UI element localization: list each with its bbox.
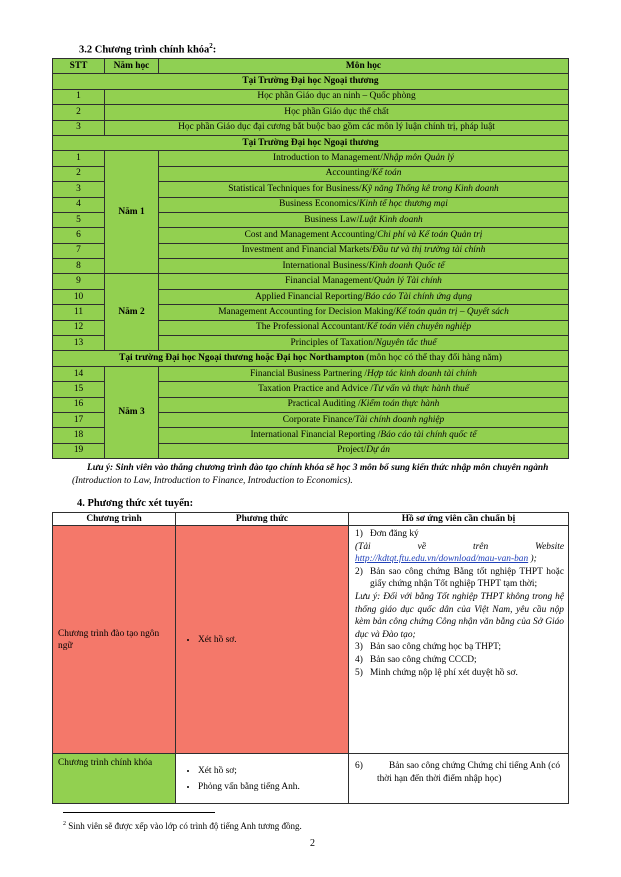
table-header-row (53, 59, 569, 74)
table-row: 12 The Professional Accountant/Kế toán viên chuyên nghiệp (53, 320, 569, 335)
table-row: 8 International Business/Kinh doanh Quốc tế (53, 259, 569, 274)
table-row (53, 754, 569, 804)
curriculum-note: Lưu ý: Sinh viên vào thẳng chương trình đào tạo chính khóa sẽ học 3 môn bổ sung kiến thức nhập môn chuyên ngành (Introduction to Law, Introduction to Finance, Introduction to Economics). (72, 463, 549, 486)
table-row: 3 Học phần Giáo dục đại cương bắt buộc bao gồm các môn lý luận chính trị, pháp luật (53, 120, 569, 135)
documents-main: 6) Bản sao công chứng Chứng chỉ tiếng Anh (có thời hạn đến thời điểm nhập học) (349, 754, 569, 804)
table-row: 10 Applied Financial Reporting/Báo cáo Tài chính ứng dụng (53, 289, 569, 304)
footnote-ref: 2 (209, 42, 213, 50)
section-3-2-title: 3.2 Chương trình chính khóa$^2$: (79, 42, 217, 56)
header-documents: Hồ sơ ứng viên cần chuẩn bị (349, 513, 569, 526)
table-row: 7 Investment and Financial Markets/Đầu tư và thị trường tài chính (53, 243, 569, 258)
header-year: Năm học (105, 59, 159, 74)
table-row: 16 Practical Auditing /Kiểm toán thực hành (53, 397, 569, 412)
table-row: 14 Năm 3 Financial Business Partnering /Hợp tác kinh doanh tài chính (53, 366, 569, 381)
footnote: $^2$ Sinh viên sẽ được xếp vào lớp có trình độ tiếng Anh tương đồng. (63, 821, 302, 831)
method-main (176, 754, 349, 804)
curriculum-table (52, 58, 569, 459)
method-item: • Xét hồ sơ; (198, 766, 340, 776)
table-row: 13 Principles of Taxation/Nguyên tắc thuế (53, 336, 569, 351)
table-row (53, 526, 569, 754)
program-main: Chương trình chính khóa (53, 754, 176, 804)
table-row: 6 Cost and Management Accounting/Chi phí và Kế toán Quản trị (53, 228, 569, 243)
table-row: 1 Học phần Giáo dục an ninh – Quốc phòng (53, 89, 569, 104)
table-row: 2 Học phần Giáo dục thể chất (53, 105, 569, 120)
documents-language: 1) Đơn đăng ký (Tải về trên Website http://kdtqt.ftu.edu.vn/download/mau-van-ban ); 2) Bản sao công chứng Bằng tốt nghiệp THPT hoặc giấy chứng nhận Tốt nghiệp THPT tạm thời; Lưu ý: Đối với bằng Tốt nghiệp THPT không trong hệ thống giáo dục quốc dân của Việt Nam, yêu cầu nộp kèm bản công chứng Công nhận văn bằng của Sở Giáo dục và Đào tạo; 3) Bản sao công chứng học bạ THPT; 4) Bản sao công chứng CCCD; 5) Minh chứng nộp lệ phí xét duyệt hồ sơ. (349, 526, 569, 754)
table-header-row (53, 513, 569, 526)
table-row: 5 Business Law/Luật Kinh doanh (53, 212, 569, 227)
method-language (176, 526, 349, 754)
admission-table (52, 512, 569, 804)
group-heading-2: Tại Trường Đại học Ngoại thương (53, 135, 569, 150)
table-row: 15 Taxation Practice and Advice /Tư vấn và thực hành thuế (53, 382, 569, 397)
year-2-label: Năm 2 (105, 274, 159, 351)
table-row: 2 Accounting/Kế toán (53, 166, 569, 181)
header-stt: STT (53, 59, 105, 74)
table-row: 3 Statistical Techniques for Business/Kỹ năng Thống kê trong Kinh doanh (53, 182, 569, 197)
group-heading-3: Tại trường Đại học Ngoại thương hoặc Đại học Northampton (môn học có thể thay đổi hàng năm) (53, 351, 569, 366)
diploma-note: Lưu ý: Đối với bằng Tốt nghiệp THPT không trong hệ thống giáo dục quốc dân của Việt Nam, yêu cầu nộp kèm bản công chứng Công nhận văn bằng của Sở Giáo dục và Đào tạo; (355, 591, 564, 640)
header-subject: Môn học (159, 59, 569, 74)
method-item: • Phỏng vấn bằng tiếng Anh. (198, 782, 340, 792)
program-language: Chương trình đào tạo ngôn ngữ (53, 526, 176, 754)
header-method: Phương thức (176, 513, 349, 526)
table-row: 9 Năm 2 Financial Management/Quản lý Tài chính (53, 274, 569, 289)
header-program: Chương trình (53, 513, 176, 526)
year-1-label: Năm 1 (105, 151, 159, 274)
footnote-separator (63, 812, 215, 813)
group-heading-1: Tại Trường Đại học Ngoại thương (53, 74, 569, 89)
table-row: 17 Corporate Finance/Tài chính doanh nghiệp (53, 412, 569, 427)
table-row: 1 Năm 1 Introduction to Management/Nhập môn Quản lý (53, 151, 569, 166)
table-row: 19 Project/Dự án (53, 443, 569, 458)
year-3-label: Năm 3 (105, 366, 159, 458)
method-item: • Xét hồ sơ. (198, 635, 340, 645)
download-form-link[interactable]: http://kdtqt.ftu.edu.vn/download/mau-van-ban (355, 554, 529, 565)
page-number: 2 (310, 838, 315, 849)
table-row: 11 Management Accounting for Decision Making/Kế toán quản trị – Quyết sách (53, 305, 569, 320)
section-4-title: 4. Phương thức xét tuyển: (77, 498, 194, 509)
table-row: 18 International Financial Reporting /Báo cáo tài chính quốc tế (53, 428, 569, 443)
table-row: 4 Business Economics/Kinh tế học thương mại (53, 197, 569, 212)
